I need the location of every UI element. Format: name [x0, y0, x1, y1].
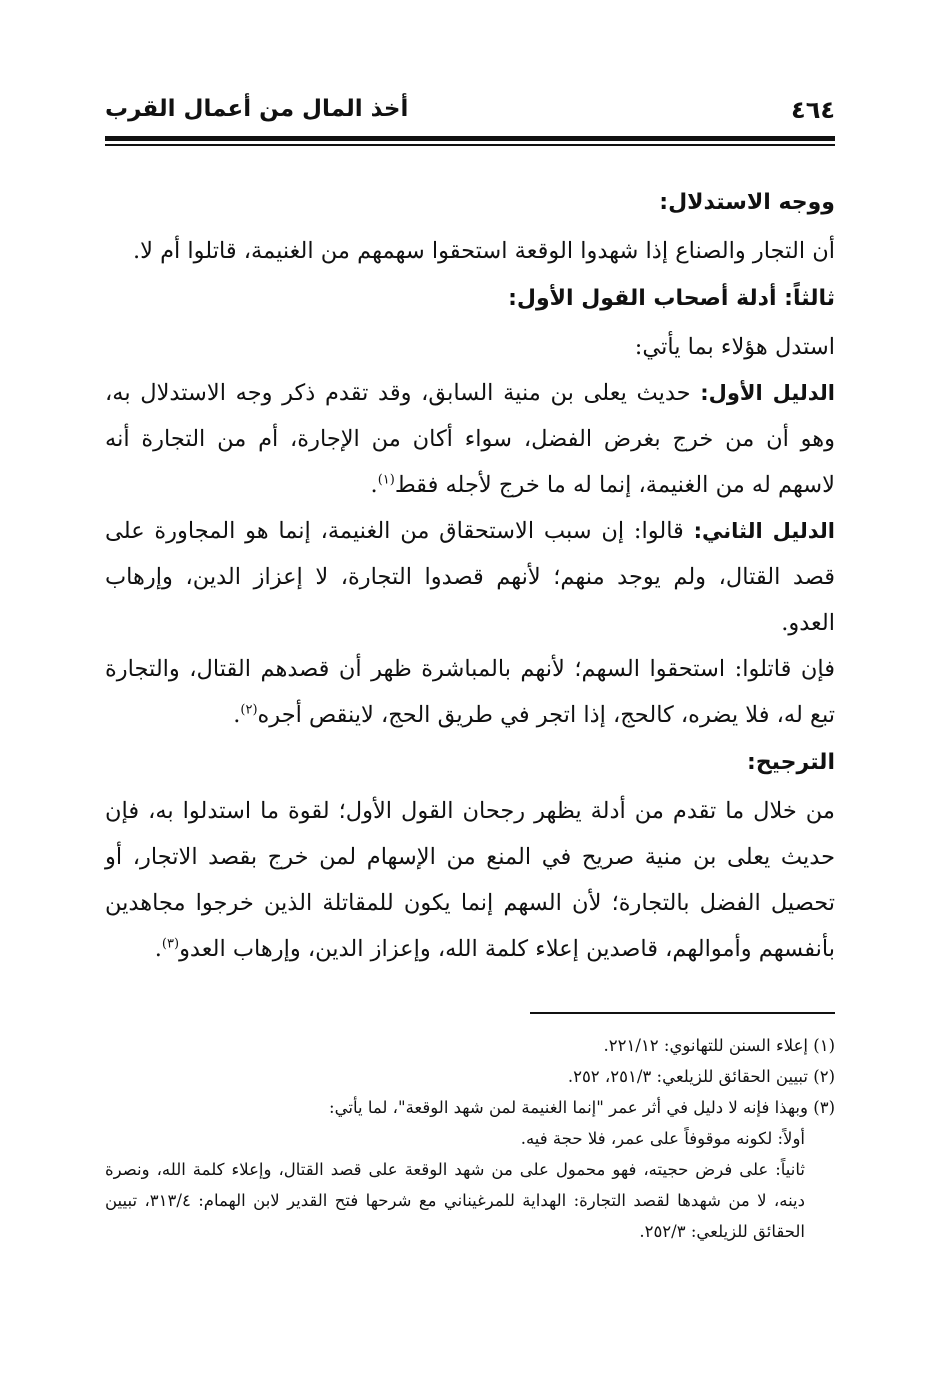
- heading-istidlal: ووجه الاستدلال:: [659, 190, 835, 215]
- footnote-2: (٢) تبيين الحقائق للزيلعي: ٢٥١/٣، ٢٥٢.: [567, 1067, 835, 1086]
- page-header: [105, 96, 835, 130]
- footnotes: [105, 1030, 835, 1247]
- page-number: ٤٦٤: [791, 96, 835, 124]
- heading-evidence: ثالثاً: أدلة أصحاب القول الأول:: [508, 286, 835, 311]
- header-rule-thin: [105, 144, 835, 146]
- paragraph-3-end: .: [370, 472, 378, 498]
- paragraph-2: استدل هؤلاء بما يأتي:: [634, 334, 835, 360]
- footnote-separator: [530, 1012, 835, 1014]
- paragraph-5-text: فإن قاتلوا: استحقوا السهم؛ لأنهم بالمباشرة ظهر أن قصدهم القتال، والتجارة تبع له، فلا يضره، كالحج، إذا اتجر في طريق الحج، لاينقص أجره: [105, 656, 835, 728]
- second-evidence-label: الدليل الثاني:: [693, 519, 836, 543]
- footnote-1: (١) إعلاء السنن للتهانوي: ٢٢١/١٢.: [603, 1036, 835, 1055]
- paragraph-6: [105, 788, 835, 972]
- paragraph-1: أن التجار والصناع إذا شهدوا الوقعة استحقوا سهمهم من الغنيمة، قاتلوا أم لا.: [132, 238, 835, 264]
- footnote-ref-2[interactable]: (٢): [240, 702, 258, 718]
- footnote-ref-3[interactable]: (٣): [161, 936, 180, 952]
- footnote-3: (٣) وبهذا فإنه لا دليل في أثر عمر "إنما الغنيمة لمن شهد الوقعة"، لما يأتي:: [329, 1098, 835, 1117]
- paragraph-6-text: من خلال ما تقدم من أدلة يظهر رجحان القول الأول؛ لقوة ما استدلوا به، فإن حديث يعلى بن منية صريح في المنع من الإسهام لمن خرج بقصد الاتجار، أو تحصيل الفضل بالتجارة؛ لأن السهم إنما يكون للمقاتلة الذين خرجوا مجاهدين بأنفسهم وأموالهم، قاصدين إعلاء كلمة الله، وإعزاز الدين، وإرهاب العدو: [105, 798, 835, 962]
- paragraph-6-end: .: [154, 936, 162, 962]
- footnote-ref-1[interactable]: (١): [377, 472, 395, 488]
- second-evidence-text: قالوا: إن سبب الاستحقاق من الغنيمة، إنما هو المجاورة على قصد القتال، ولم يوجد منهم؛ لأنهم قصدوا التجارة، لا إعزاز الدين، وإرهاب العدو.: [105, 518, 835, 636]
- paragraph-3: [105, 370, 835, 508]
- first-evidence-label: الدليل الأول:: [700, 381, 835, 405]
- footnote-3-first: أولاً: لكونه موقوفاً على عمر، فلا حجة فيه.: [520, 1129, 805, 1148]
- paragraph-5-end: .: [233, 702, 241, 728]
- paragraph-4: [105, 508, 835, 646]
- paragraph-5: [105, 646, 835, 738]
- footnote-3-second: ثانياً: على فرض حجيته، فهو محمول على من شهد الوقعة على قصد القتال، وإعلاء كلمة الله، ونصرة دينه، لا من شهدها لقصد التجارة: الهداية للمرغيناني مع شرحها فتح القدير لابن الهمام: ٣١٣/٤، تبيين الحقائق للزيلعي: ٢٥٢/٣.: [105, 1160, 805, 1241]
- header-rule-thick: [105, 136, 835, 141]
- main-text: [105, 178, 835, 972]
- running-title: أخذ المال من أعمال القرب: [105, 96, 409, 122]
- first-evidence-text: حديث يعلى بن منية السابق، وقد تقدم ذكر وجه الاستدلال به، وهو أن من خرج بغرض الفضل، سواء أكان من الإجارة، أم من التجارة أنه لاسهم له من الغنيمة، إنما له ما خرج لأجله فقط: [105, 380, 835, 498]
- heading-tarjih: الترجيح:: [747, 750, 835, 775]
